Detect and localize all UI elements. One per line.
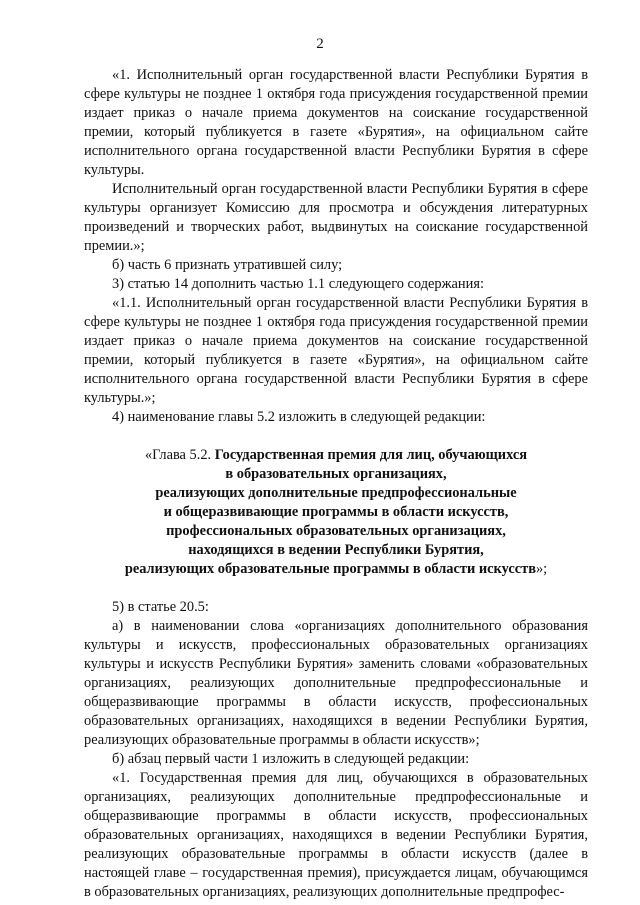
- heading-line: в образовательных организациях,: [225, 466, 447, 482]
- heading-suffix: »;: [535, 561, 548, 577]
- heading-line: находящихся в ведении Республики Бурятия,: [188, 542, 484, 558]
- paragraph: 5) в статье 20.5:: [112, 599, 209, 615]
- heading-line-last: [84, 560, 588, 579]
- paragraph: «1.1. Исполнительный орган государственной власти Республики Бурятия в сфере культуры не позднее 1 октября года присуждения государственной премии издает приказ о начале приема документов на соискание государственной премии, который публикуется в газете «Бурятия», на официальном сайте исполнительного органа государственной власти Республики Бурятия в сфере культуры.»;: [84, 295, 588, 406]
- paragraph: «1. Государственная премия для лиц, обучающихся в образовательных организациях, реализующих дополнительные предпрофессиональные и общеразвивающие программы в области искусств, профессиональных образовательных организациях, находящихся в ведении Республики Бурятия, реализующих образовательные программы в области искусств (далее в настоящей главе – государственная премия), присуждается лицам, обучающимся в образовательных организациях, реализующих дополнительные предпрофес-: [84, 770, 588, 900]
- heading-text: реализующих образовательные программы в области искусств: [124, 561, 536, 577]
- paragraph: б) абзац первый части 1 изложить в следующей редакции:: [112, 751, 470, 767]
- heading-text: Государственная премия для лиц, обучающихся: [214, 447, 528, 463]
- heading-line-1: [84, 446, 588, 465]
- paragraph: Исполнительный орган государственной власти Республики Бурятия в сфере культуры организует Комиссию для просмотра и обсуждения литературных произведений и творческих работ, выдвинутых на соискание государственной премии.»;: [84, 181, 588, 254]
- paragraph: а) в наименовании слова «организациях дополнительного образования культуры и искусств, профессиональных образовательных организациях культуры и искусств Республики Бурятия» заменить словами «образовательных организациях, реализующих дополнительные предпрофессиональные и общеразвивающие программы в области искусств, профессиональных образовательных организациях, находящихся в ведении Республики Бурятия, реализующих образовательные программы в области искусств»;: [84, 618, 588, 748]
- heading-line: реализующих дополнительные предпрофессиональные: [155, 485, 517, 501]
- page-number: 2: [316, 36, 324, 52]
- heading-line: и общеразвивающие программы в области искусств,: [163, 504, 509, 520]
- paragraph: «1. Исполнительный орган государственной власти Республики Бурятия в сфере культуры не позднее 1 октября года присуждения государственной премии издает приказ о начале приема документов на соискание государственной премии, который публикуется в газете «Бурятия», на официальном сайте исполнительного органа государственной власти Республики Бурятия в сфере культуры.: [84, 67, 588, 178]
- paragraph: б) часть 6 признать утратившей силу;: [112, 257, 343, 273]
- chapter-heading: [84, 446, 588, 579]
- heading-line: профессиональных образовательных организациях,: [166, 523, 506, 539]
- heading-prefix: «Глава 5.2.: [144, 447, 215, 463]
- paragraph: 3) статью 14 дополнить частью 1.1 следующего содержания:: [112, 276, 484, 292]
- document-body: [84, 66, 588, 902]
- paragraph: 4) наименование главы 5.2 изложить в следующей редакции:: [112, 409, 486, 425]
